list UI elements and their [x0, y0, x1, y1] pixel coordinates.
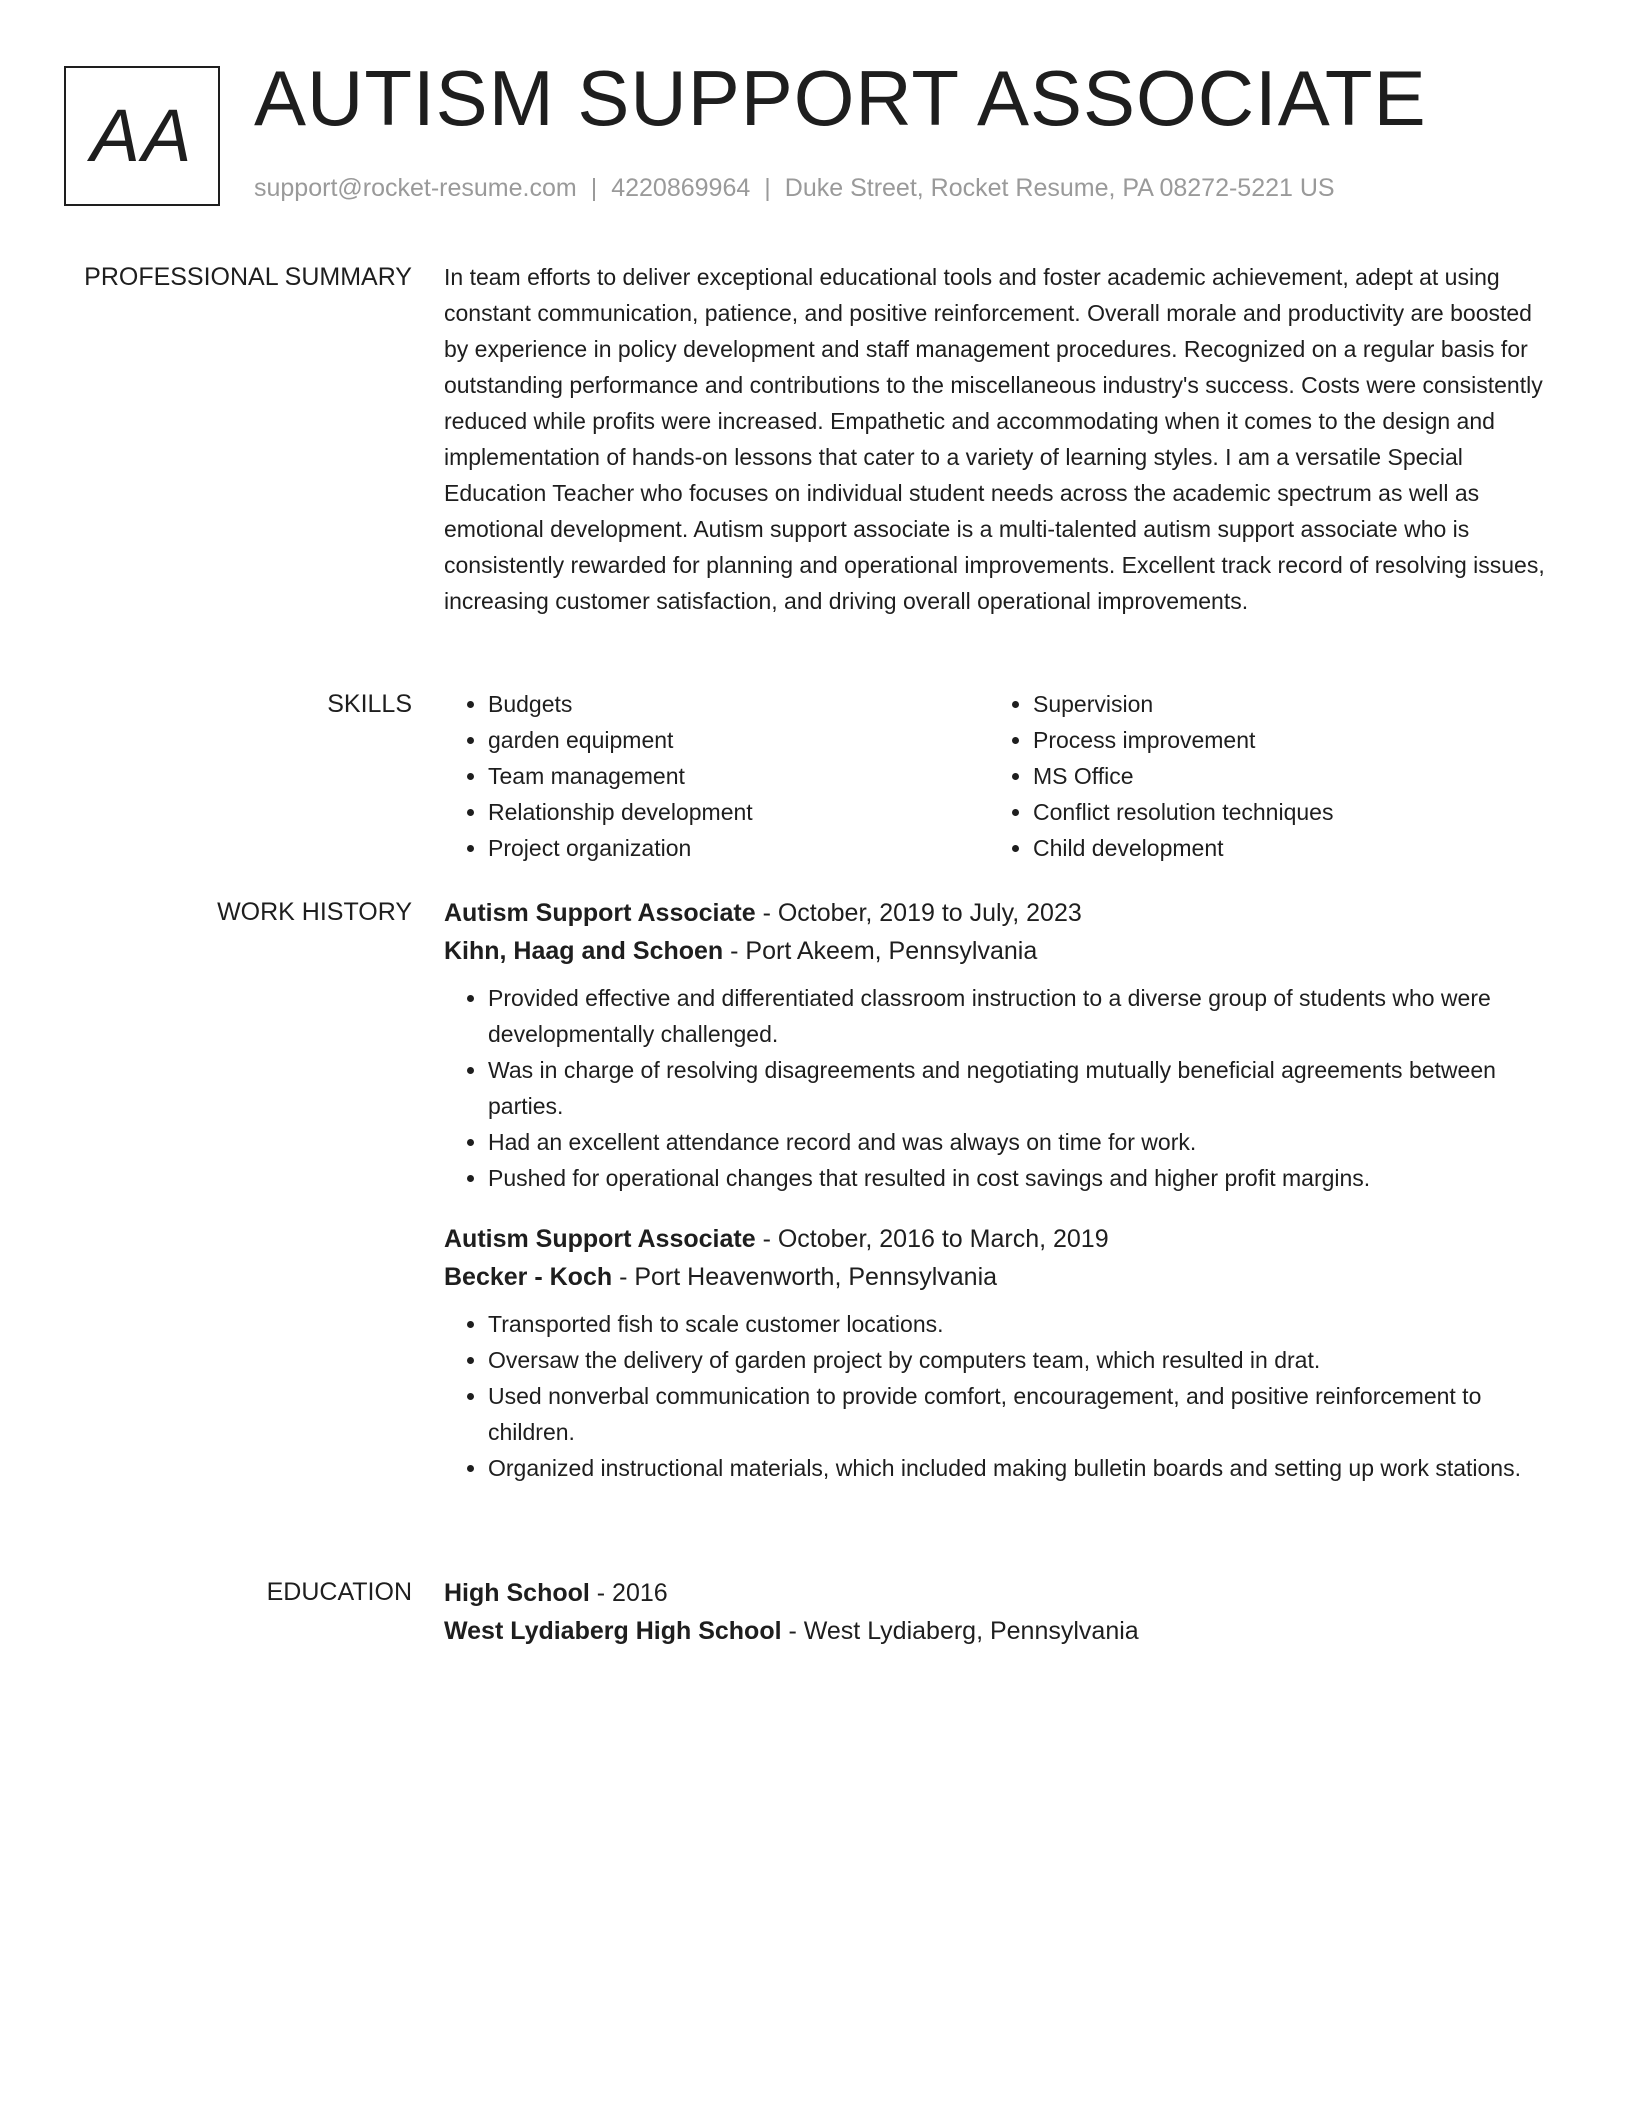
job-title: Autism Support Associate	[444, 899, 756, 927]
education-school: West Lydiaberg High School	[444, 1617, 782, 1645]
skill-item: • Budgets	[488, 686, 989, 722]
job-bullet: • Organized instructional materials, which included making bulletin boards and setting up work stations.	[488, 1450, 1556, 1486]
section-label-education: EDUCATION	[266, 1578, 412, 1606]
section-label-summary: PROFESSIONAL SUMMARY	[84, 263, 412, 291]
education-body	[444, 1574, 1556, 1650]
contact-separator: |	[764, 174, 771, 202]
monogram-text: AA	[90, 94, 194, 177]
skills-column-left	[444, 686, 989, 866]
job-title-line	[444, 1220, 1556, 1258]
skills-column-right	[989, 686, 1534, 866]
skill-item: • Project organization	[488, 830, 989, 866]
work-history-body	[444, 894, 1556, 1510]
job-bullet: • Had an excellent attendance record and was always on time for work.	[488, 1124, 1556, 1160]
job-bullets	[444, 1306, 1556, 1486]
skill-item: • Team management	[488, 758, 989, 794]
job-title: Autism Support Associate	[444, 1225, 756, 1253]
education-school-line	[444, 1612, 1556, 1650]
job-dates: - October, 2019 to July, 2023	[755, 899, 1082, 927]
job-bullet: • Was in charge of resolving disagreements and negotiating mutually beneficial agreements between parties.	[488, 1052, 1556, 1124]
job-bullets	[444, 980, 1556, 1196]
contact-phone[interactable]: 4220869964	[611, 174, 751, 202]
education-degree-line	[444, 1574, 1556, 1612]
job-company-line	[444, 932, 1556, 970]
contact-address: Duke Street, Rocket Resume, PA 08272-5221 US	[784, 174, 1335, 202]
job-company: Kihn, Haag and Schoen	[444, 937, 724, 965]
contact-line	[254, 174, 1335, 203]
job-location: - Port Akeem, Pennsylvania	[723, 937, 1038, 965]
skills-grid	[444, 686, 1556, 866]
job-entry	[444, 894, 1556, 1196]
job-entry	[444, 1220, 1556, 1486]
contact-separator: |	[590, 174, 598, 202]
job-bullet: • Oversaw the delivery of garden project by computers team, which resulted in drat.	[488, 1342, 1556, 1378]
skills-body	[444, 686, 1556, 866]
summary-text: In team efforts to deliver exceptional educational tools and foster academic achievement, adept at using constant communication, patience, and positive reinforcement. Overall morale and productivity are boosted by experience in policy development and staff management procedures. Recognized on a regular basis for outstanding performance and contributions to the miscellaneous industry's success. Costs were consistently reduced while profits were increased. Empathetic and accommodating when it comes to the design and implementation of hands-on lessons that cater to a variety of learning styles. I am a versatile Special Education Teacher who focuses on individual student needs across the academic spectrum as well as emotional development. Autism support associate is a multi-talented autism support associate who is consistently rewarded for planning and operational improvements. Excellent track record of resolving issues, increasing customer satisfaction, and driving overall operational improvements.	[444, 264, 1545, 614]
job-company: Becker - Koch	[444, 1263, 613, 1291]
skill-item: • garden equipment	[488, 722, 989, 758]
job-bullet: • Used nonverbal communication to provide comfort, encouragement, and positive reinforcement to children.	[488, 1378, 1556, 1450]
monogram-logo	[64, 66, 220, 206]
skill-item: • Supervision	[1033, 686, 1534, 722]
job-location: - Port Heavenworth, Pennsylvania	[612, 1263, 998, 1291]
summary-body	[444, 259, 1556, 619]
job-bullet: • Provided effective and differentiated classroom instruction to a diverse group of students who were developmentally challenged.	[488, 980, 1556, 1052]
education-degree: High School	[444, 1579, 590, 1607]
resume-title: AUTISM SUPPORT ASSOCIATE	[254, 54, 1427, 142]
section-label-skills: SKILLS	[327, 690, 412, 718]
skill-item: • MS Office	[1033, 758, 1534, 794]
education-location: - West Lydiaberg, Pennsylvania	[781, 1617, 1139, 1645]
job-bullet: • Pushed for operational changes that resulted in cost savings and higher profit margins.	[488, 1160, 1556, 1196]
skill-item: • Conflict resolution techniques	[1033, 794, 1534, 830]
job-title-line	[444, 894, 1556, 932]
job-bullet: • Transported fish to scale customer locations.	[488, 1306, 1556, 1342]
skill-item: • Process improvement	[1033, 722, 1534, 758]
skill-item: • Child development	[1033, 830, 1534, 866]
skill-item: • Relationship development	[488, 794, 989, 830]
education-year: - 2016	[589, 1579, 668, 1607]
job-dates: - October, 2016 to March, 2019	[755, 1225, 1109, 1253]
section-label-work-history: WORK HISTORY	[217, 898, 412, 926]
contact-email[interactable]: support@rocket-resume.com	[254, 174, 577, 202]
job-company-line	[444, 1258, 1556, 1296]
